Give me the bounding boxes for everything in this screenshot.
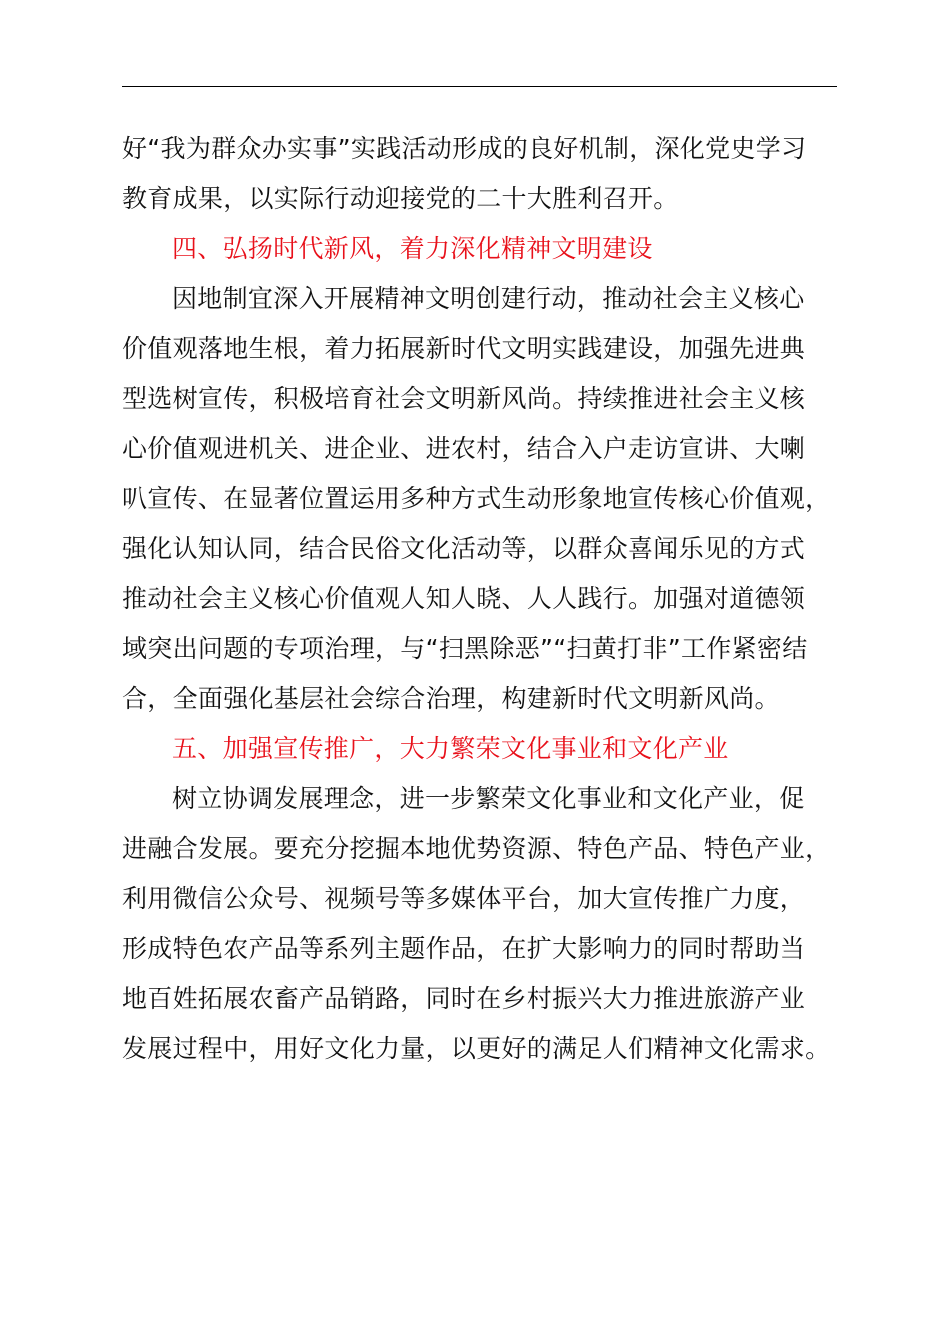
section-heading-5: 五、加强宣传推广，大力繁荣文化事业和文化产业 bbox=[172, 734, 729, 763]
text-line: 利用微信公众号、视频号等多媒体平台，加大宣传推广力度， bbox=[122, 884, 806, 913]
text-line: 叭宣传、在显著位置运用多种方式生动形象地宣传核心价值观， bbox=[122, 484, 831, 513]
text-line: 型选树宣传，积极培育社会文明新风尚。持续推进社会主义核 bbox=[122, 384, 806, 413]
text-line: 地百姓拓展农畜产品销路，同时在乡村振兴大力推进旅游产业 bbox=[122, 984, 806, 1013]
text-line: 形成特色农产品等系列主题作品，在扩大影响力的同时帮助当 bbox=[122, 934, 806, 963]
text-line: 发展过程中，用好文化力量，以更好的满足人们精神文化需求。 bbox=[122, 1034, 831, 1063]
text-line: 域突出问题的专项治理，与“扫黑除恶”“扫黄打非”工作紧密结 bbox=[122, 634, 808, 663]
text-line: 合，全面强化基层社会综合治理，构建新时代文明新风尚。 bbox=[122, 684, 780, 713]
text-line: 推动社会主义核心价值观人知人晓、人人践行。加强对道德领 bbox=[122, 584, 806, 613]
text-line: 因地制宜深入开展精神文明创建行动，推动社会主义核心 bbox=[172, 284, 805, 313]
text-line: 好“我为群众办实事”实践活动形成的良好机制，深化党史学习 bbox=[122, 134, 807, 163]
text-line: 价值观落地生根，着力拓展新时代文明实践建设，加强先进典 bbox=[122, 334, 806, 363]
header-rule bbox=[122, 86, 837, 87]
text-line: 教育成果，以实际行动迎接党的二十大胜利召开。 bbox=[122, 184, 679, 213]
section-heading-4: 四、弘扬时代新风，着力深化精神文明建设 bbox=[172, 234, 653, 263]
document-body bbox=[122, 124, 862, 1074]
text-line: 心价值观进机关、进企业、进农村，结合入户走访宣讲、大喇 bbox=[122, 434, 806, 463]
text-line: 强化认知认同，结合民俗文化活动等，以群众喜闻乐见的方式 bbox=[122, 534, 806, 563]
text-line: 进融合发展。要充分挖掘本地优势资源、特色产品、特色产业， bbox=[122, 834, 831, 863]
text-line: 树立协调发展理念，进一步繁荣文化事业和文化产业，促 bbox=[172, 784, 805, 813]
